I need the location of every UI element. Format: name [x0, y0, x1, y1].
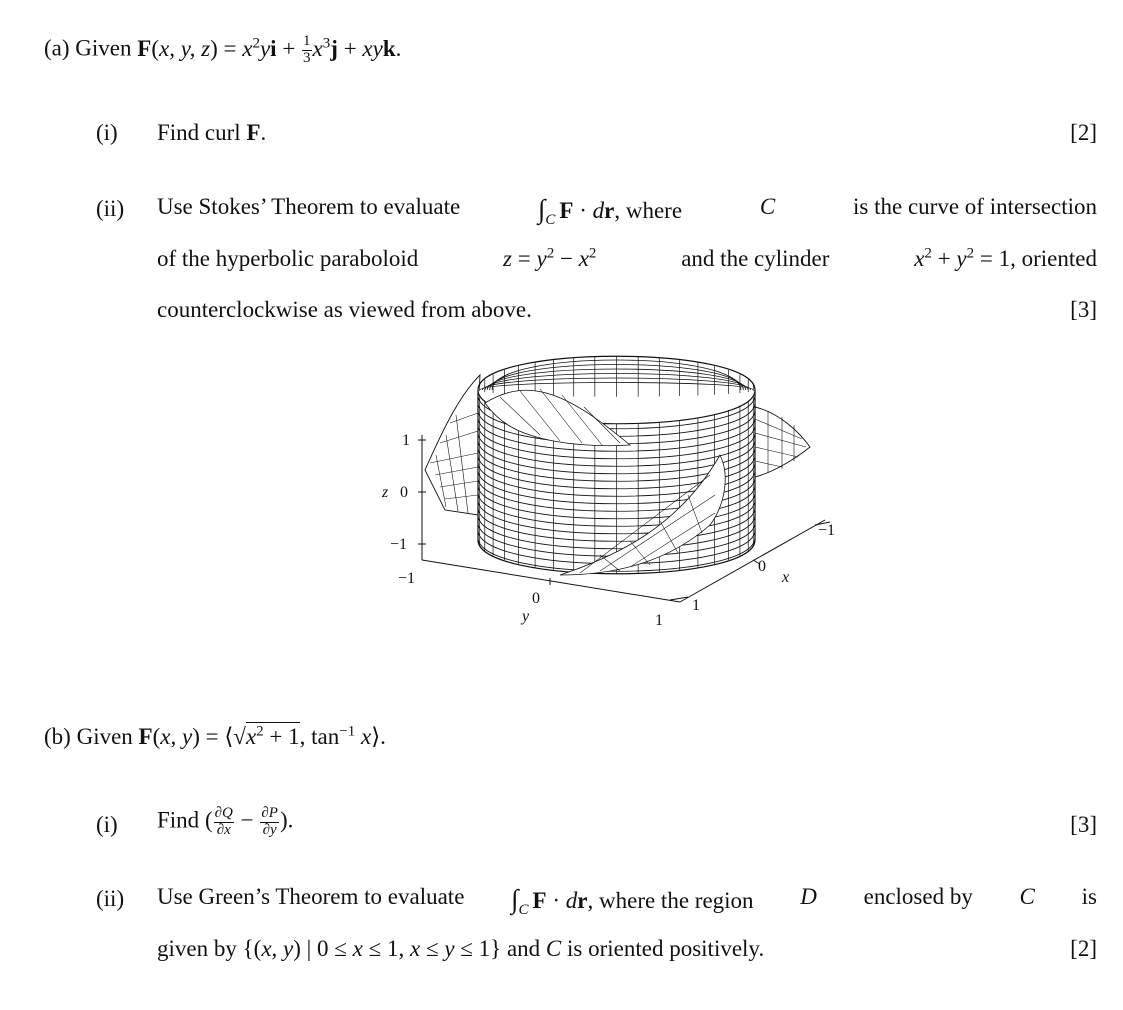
- part-a-ii-text5: and the cylinder: [681, 246, 830, 271]
- z-tick-0: 0: [400, 484, 408, 501]
- part-a-ii-text1: Use Stokes’ Theorem to evaluate: [157, 194, 461, 219]
- part-b-ii-text7: is oriented positively.: [567, 936, 765, 961]
- part-b-ii-text6: and: [506, 936, 541, 961]
- part-a-field-formula: F(x, y, $z) = x^2yi$ + $\frac{1}{3}$ $x^3j$ + xyk.: [137, 33, 402, 66]
- part-a-statement: [44, 34, 401, 67]
- part-b-ii-label: (ii): [96, 886, 125, 911]
- part-b-ii-text1: Use Green’s Theorem to evaluate: [157, 884, 465, 909]
- cylinder-paraboloid-figure: [370, 335, 836, 635]
- paraboloid-equation: $z = y^2 - x^2$: [503, 245, 597, 271]
- part-b-i-label: (i): [96, 812, 118, 837]
- y-tick-neg1: −1: [398, 570, 416, 587]
- part-b-ii-line1: Use Green’s Theorem to evaluate $\int_C$ F · dr, where the region D enclosed by C is: [157, 884, 1097, 918]
- cylinder-equation: $x^2 + y^2 = 1$, oriented: [914, 245, 1097, 271]
- x-tick-0: 0: [758, 558, 766, 575]
- x-tick-1: 1: [692, 597, 700, 614]
- part-a-i-label: (i): [96, 120, 118, 145]
- x-tick-neg1: −1: [818, 522, 836, 539]
- part-b-i-text: Find ( $\frac{\partial Q}{\partial x}$ − $\frac{\partial P}{\partial y}$ ).: [157, 805, 294, 838]
- part-b-field-formula: F(x, $y) = ⟨√x^2 + 1$, $\tan^{-1}$ x⟩.: [138, 723, 386, 749]
- part-a-i-text: Find curl F.: [157, 120, 267, 145]
- part-a-ii-line3: counterclockwise as viewed from above.: [157, 297, 532, 322]
- part-b-given: Given: [76, 724, 133, 749]
- part-a-i-marks: [2]: [1070, 120, 1097, 145]
- part-a-ii-line1: Use Stokes’ Theorem to evaluate $\int_C$ F · dr, where C is the curve of intersection: [157, 194, 1097, 228]
- y-tick-1: 1: [655, 612, 663, 629]
- z-axis-label: z: [382, 484, 389, 501]
- part-b-label: (b): [44, 724, 71, 749]
- part-b-ii-text3: enclosed by: [863, 884, 973, 909]
- part-a-ii-text4: of the hyperbolic paraboloid: [157, 246, 419, 271]
- part-b-ii-line2: given by {(x, y) | 0 ≤ x ≤ 1, x ≤ y ≤ 1} and C is oriented positively.: [157, 936, 765, 961]
- region-set: {(x, y) | 0 ≤ x ≤ 1, x ≤ y ≤ 1}: [242, 936, 502, 961]
- part-b-ii-text5: given by: [157, 936, 237, 961]
- part-b-ii-text4: is: [1081, 884, 1097, 909]
- part-a-given: Given: [75, 35, 132, 61]
- cylinder-body: [478, 356, 755, 574]
- part-b-i-marks: [3]: [1070, 812, 1097, 837]
- part-a-i-prompt: Find curl: [157, 120, 241, 145]
- z-tick-1: 1: [402, 432, 410, 449]
- part-a-ii-label: (ii): [96, 196, 125, 221]
- part-a-ii-marks: [3]: [1070, 297, 1097, 322]
- paraboloid-right-wing: [755, 407, 810, 477]
- x-axis-label: x: [782, 569, 790, 586]
- part-a-ii-text3: is the curve of intersection: [853, 194, 1097, 219]
- part-b-i-prompt: Find: [157, 807, 200, 833]
- line-integral-b: $\int_C$ F · dr, where the region: [511, 884, 754, 918]
- part-b-statement: [44, 724, 386, 750]
- part-a-ii-line2: [157, 246, 1097, 272]
- z-tick-neg1: −1: [390, 536, 408, 553]
- paraboloid-left-wing: [425, 375, 480, 515]
- part-b-ii-marks: [2]: [1070, 936, 1097, 961]
- y-axis-label: y: [522, 608, 530, 625]
- part-a-label: (a): [44, 35, 70, 61]
- line-integral-a: $\int_C$ F · dr, where: [537, 194, 683, 228]
- y-tick-0: 0: [532, 590, 540, 607]
